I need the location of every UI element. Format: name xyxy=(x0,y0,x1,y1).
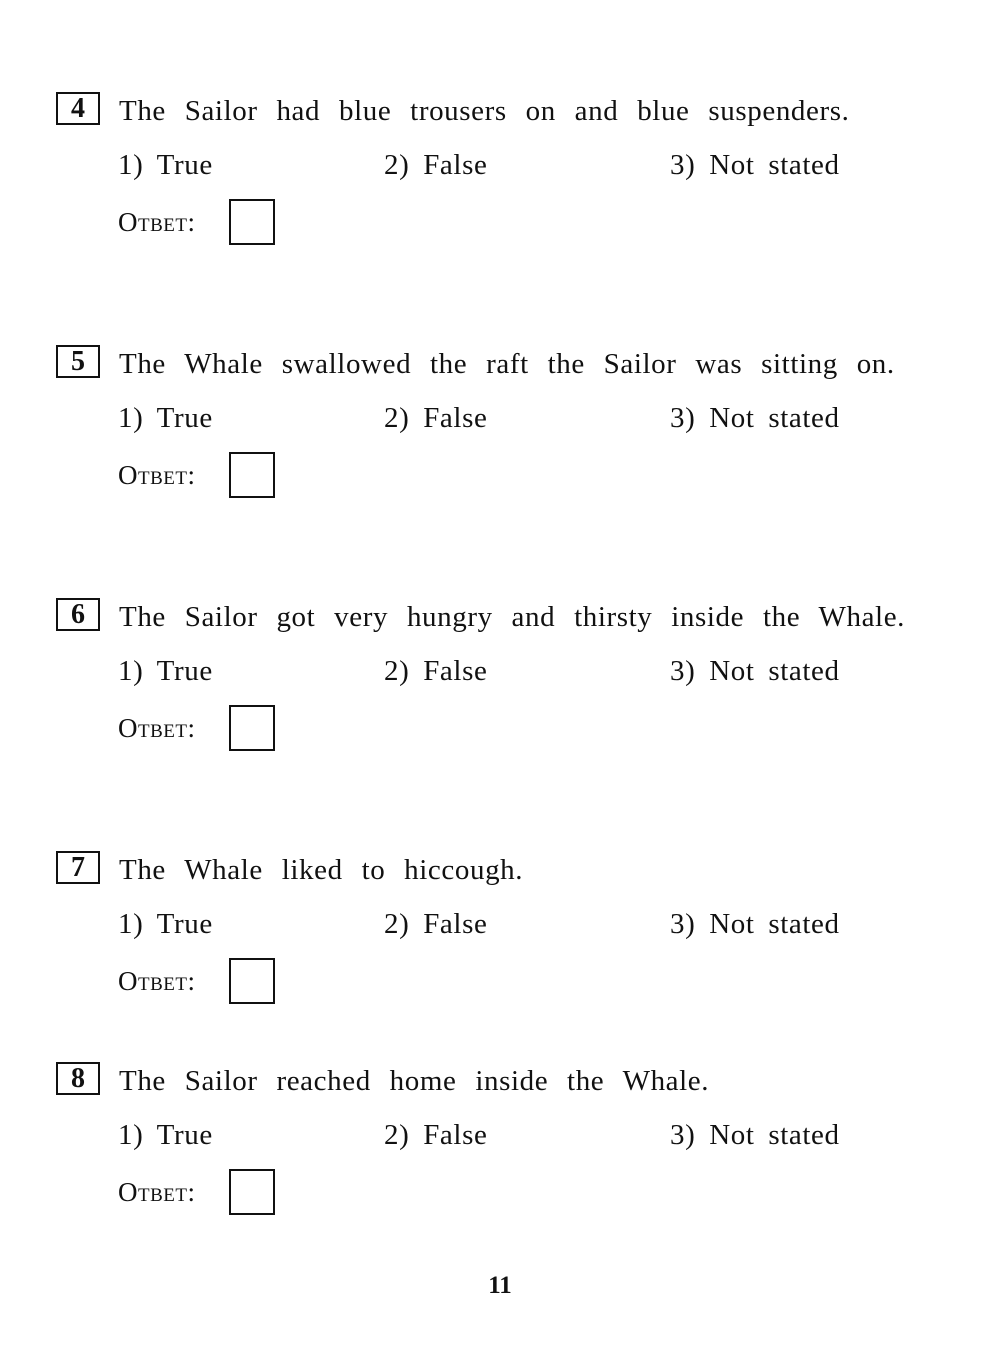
question-header xyxy=(56,1060,926,1103)
answer-label: Ответ: xyxy=(118,713,196,743)
options-row xyxy=(56,145,926,185)
question-text: The Sailor reached home inside the Whale. xyxy=(119,1065,710,1097)
question-number-box: 6 xyxy=(56,598,100,631)
option-true[interactable]: 1) True xyxy=(118,655,213,687)
option-false[interactable]: 2) False xyxy=(384,655,488,687)
option-not-stated[interactable]: 3) Not stated xyxy=(670,908,840,940)
answer-row xyxy=(56,958,926,1008)
answer-box[interactable] xyxy=(229,1169,275,1215)
question-text: The Sailor had blue trousers on and blue suspenders. xyxy=(119,95,850,127)
question-6 xyxy=(56,596,926,755)
answer-box[interactable] xyxy=(229,958,275,1004)
answer-label: Ответ: xyxy=(118,1177,196,1207)
options-row xyxy=(56,904,926,944)
options-row xyxy=(56,1115,926,1155)
option-false[interactable]: 2) False xyxy=(384,149,488,181)
option-true[interactable]: 1) True xyxy=(118,149,213,181)
question-8 xyxy=(56,1060,926,1219)
option-true[interactable]: 1) True xyxy=(118,1119,213,1151)
answer-box[interactable] xyxy=(229,452,275,498)
option-true[interactable]: 1) True xyxy=(118,402,213,434)
option-not-stated[interactable]: 3) Not stated xyxy=(670,402,840,434)
answer-row xyxy=(56,452,926,502)
answer-label: Ответ: xyxy=(118,207,196,237)
question-number-box: 8 xyxy=(56,1062,100,1095)
question-5 xyxy=(56,343,926,502)
question-7 xyxy=(56,849,926,1008)
question-header xyxy=(56,343,926,386)
option-not-stated[interactable]: 3) Not stated xyxy=(670,655,840,687)
answer-box[interactable] xyxy=(229,199,275,245)
option-not-stated[interactable]: 3) Not stated xyxy=(670,149,840,181)
question-text: The Whale swallowed the raft the Sailor was sitting on. xyxy=(119,348,895,380)
options-row xyxy=(56,398,926,438)
question-number-box: 7 xyxy=(56,851,100,884)
question-text: The Sailor got very hungry and thirsty inside the Whale. xyxy=(119,601,906,633)
answer-row xyxy=(56,1169,926,1219)
answer-box[interactable] xyxy=(229,705,275,751)
answer-row xyxy=(56,705,926,755)
question-text: The Whale liked to hiccough. xyxy=(119,854,524,886)
question-header xyxy=(56,596,926,639)
question-4 xyxy=(56,90,926,249)
question-header xyxy=(56,90,926,133)
option-false[interactable]: 2) False xyxy=(384,1119,488,1151)
page-number: 11 xyxy=(488,1272,512,1299)
question-number-box: 5 xyxy=(56,345,100,378)
options-row xyxy=(56,651,926,691)
question-number-box: 4 xyxy=(56,92,100,125)
answer-label: Ответ: xyxy=(118,460,196,490)
question-header xyxy=(56,849,926,892)
option-false[interactable]: 2) False xyxy=(384,908,488,940)
option-not-stated[interactable]: 3) Not stated xyxy=(670,1119,840,1151)
option-false[interactable]: 2) False xyxy=(384,402,488,434)
answer-label: Ответ: xyxy=(118,966,196,996)
option-true[interactable]: 1) True xyxy=(118,908,213,940)
answer-row xyxy=(56,199,926,249)
